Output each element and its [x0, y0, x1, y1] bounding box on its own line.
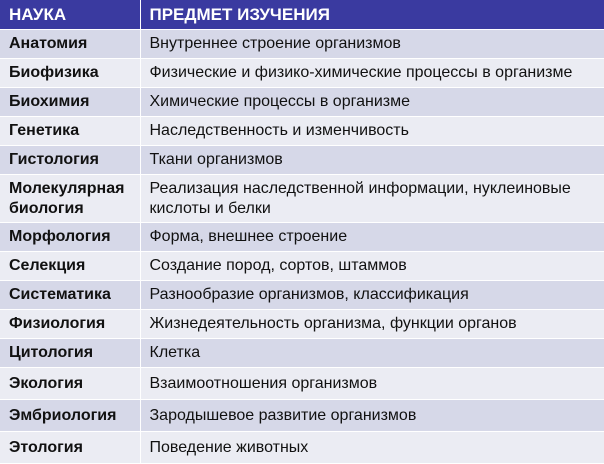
table-row [0, 310, 604, 339]
table-row [0, 146, 604, 175]
study-subject: Наследственность и изменчивость [140, 117, 604, 146]
science-name: Молекулярная биология [0, 175, 140, 223]
study-subject: Реализация наследственной информации, нуклеиновые кислоты и белки [140, 175, 604, 223]
science-name: Цитология [0, 339, 140, 368]
table-row [0, 175, 604, 223]
study-subject: Взаимоотношения организмов [140, 368, 604, 400]
table-row [0, 432, 604, 464]
study-subject: Разнообразие организмов, классификация [140, 281, 604, 310]
column-header-science: НАУКА [0, 0, 140, 30]
science-name: Гистология [0, 146, 140, 175]
science-name: Этология [0, 432, 140, 464]
column-header-subject: ПРЕДМЕТ ИЗУЧЕНИЯ [140, 0, 604, 30]
science-name: Генетика [0, 117, 140, 146]
table-row [0, 339, 604, 368]
table-row [0, 59, 604, 88]
science-name: Биохимия [0, 88, 140, 117]
science-name: Селекция [0, 252, 140, 281]
study-subject: Внутреннее строение организмов [140, 30, 604, 59]
science-name: Морфология [0, 223, 140, 252]
table-row [0, 223, 604, 252]
science-name: Физиология [0, 310, 140, 339]
study-subject: Физические и физико-химические процессы в организме [140, 59, 604, 88]
study-subject: Зародышевое развитие организмов [140, 400, 604, 432]
table-row [0, 400, 604, 432]
study-subject: Жизнедеятельность организма, функции органов [140, 310, 604, 339]
science-name: Систематика [0, 281, 140, 310]
table-row [0, 368, 604, 400]
study-subject: Создание пород, сортов, штаммов [140, 252, 604, 281]
science-name: Экология [0, 368, 140, 400]
table-header-row [0, 0, 604, 30]
study-subject: Клетка [140, 339, 604, 368]
table-row [0, 117, 604, 146]
study-subject: Ткани организмов [140, 146, 604, 175]
science-name: Эмбриология [0, 400, 140, 432]
table-row [0, 88, 604, 117]
study-subject: Поведение животных [140, 432, 604, 464]
science-name: Анатомия [0, 30, 140, 59]
table-row [0, 281, 604, 310]
table-row [0, 252, 604, 281]
study-subject: Химические процессы в организме [140, 88, 604, 117]
science-name: Биофизика [0, 59, 140, 88]
study-subject: Форма, внешнее строение [140, 223, 604, 252]
table-row [0, 30, 604, 59]
